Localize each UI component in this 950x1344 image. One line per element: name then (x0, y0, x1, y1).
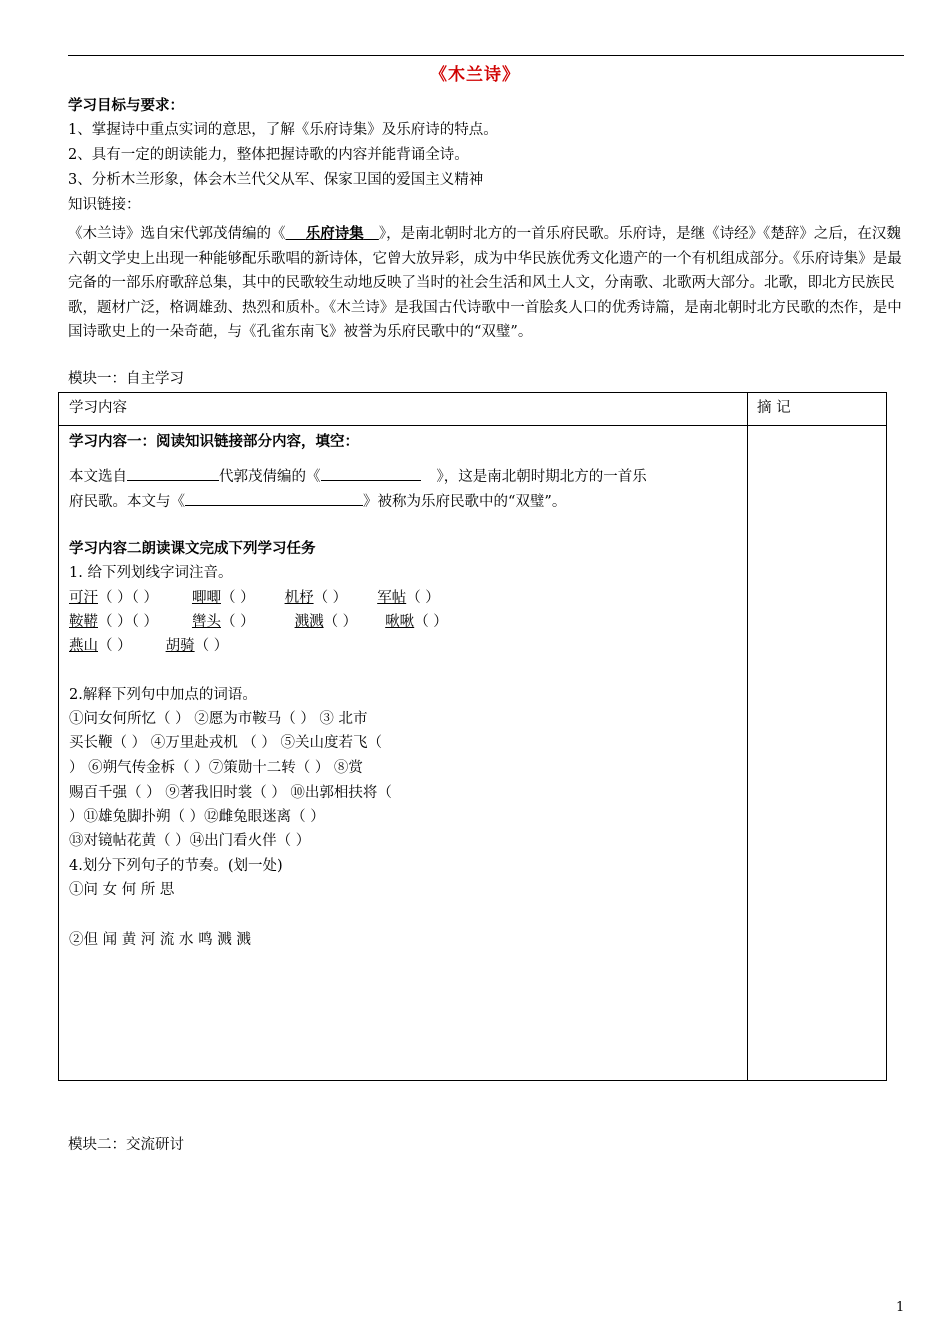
goal-item: 3、分析木兰形象，体会木兰代父从军、保家卫国的爱国主义精神 (68, 172, 484, 188)
col-header-notes: 摘 记 (757, 400, 791, 416)
pinyin-blank[interactable]: （ ） (194, 638, 229, 654)
col-header-content: 学习内容 (69, 400, 127, 416)
underlined-word: 鞍鞯 (69, 614, 98, 630)
pinyin-row-3 (69, 634, 228, 658)
pinyin-blank[interactable]: （ ） (98, 638, 132, 654)
task1-line1-c: 》，这是南北朝时期北方的一首乐 (436, 469, 647, 485)
link-blank-text: 乐府诗集 (305, 225, 364, 242)
pinyin-blank[interactable]: （ ） (406, 590, 440, 606)
task1-line1-b: 代郭茂倩编的《 (219, 469, 321, 485)
header-rule (68, 55, 904, 56)
underlined-word: 军帖 (377, 590, 407, 606)
link-text-before: 《木兰诗》选自宋代郭茂倩编的《 (68, 226, 286, 242)
link-text-after: 》，是南北朝时北方的一首乐府民歌。乐府诗，是继《诗经》《楚辞》之后，在汉魏六朝文学史上出现一种能够配乐歌唱的新诗体，它曾大放异彩，成为中华民族优秀文化遗产的一个有机组成部分。《乐府诗集》是最完备的一部乐府歌辞总集，其中的民歌较生动地反映了当时的社会生活和风土人文，分南歌、北歌两大部分。北歌，即北方民族民歌，题材广泛，格调雄劲、热烈和质朴。《木兰诗》是我国古代诗歌中一首脍炙人口的优秀诗篇，是南北朝时北方民歌的杰作，是中国诗歌史上的一朵奇葩，与《孔雀东南飞》被誉为乐府民歌中的“双璧”。 (68, 226, 902, 340)
fill-blank[interactable] (185, 489, 363, 506)
knowledge-link-paragraph (68, 222, 906, 345)
page-title: 《木兰诗》 (430, 65, 520, 85)
q2-line: 买长鞭（ ） ④万里赴戎机 （ ） ⑤关山度若飞（ (69, 735, 383, 751)
task1-line1 (69, 464, 647, 489)
pinyin-row-1 (69, 586, 440, 610)
rhythm-sentence-1: ①问 女 何 所 思 (69, 882, 175, 898)
fill-blank[interactable] (321, 464, 421, 481)
question-1: 1. 给下列划线字词注音。 (69, 565, 233, 581)
pinyin-blank[interactable]: （ ） (414, 614, 448, 630)
module1-heading: 模块一：自主学习 (68, 371, 184, 387)
question-2: 2.解释下列句中加点的词语。 (69, 687, 257, 703)
page-number: 1 (896, 1300, 905, 1315)
task1-line2-b: 》被称为乐府民歌中的“双璧”。 (363, 494, 567, 510)
module2-heading: 模块二：交流研讨 (68, 1137, 184, 1153)
pinyin-blank[interactable]: （ ）（ ） (98, 614, 158, 630)
goal-item: 2、具有一定的朗读能力，整体把握诗歌的内容并能背诵全诗。 (68, 147, 469, 163)
task1-line1-a: 本文选自 (69, 469, 127, 485)
pinyin-blank[interactable]: （ ） (220, 614, 255, 630)
pinyin-blank[interactable]: （ ） (220, 590, 255, 606)
goals-heading: 学习目标与要求： (68, 97, 184, 114)
q2-line: ） ⑥朔气传金柝（ ）⑦策勋十二转（ ） ⑧赏 (69, 760, 363, 776)
pinyin-row-2 (69, 610, 448, 634)
link-blank-answer (286, 225, 379, 242)
rhythm-sentence-2: ②但 闻 黄 河 流 水 鸣 溅 溅 (69, 932, 251, 948)
link-heading: 知识链接： (68, 197, 141, 213)
fill-blank[interactable] (127, 464, 219, 481)
task2-heading: 学习内容二朗读课文完成下列学习任务 (69, 540, 316, 557)
pinyin-blank[interactable]: （ ）（ ） (98, 590, 158, 606)
underlined-word: 啾啾 (385, 614, 415, 630)
q2-line: ）⑪雄兔脚扑朔（ ）⑫雌兔眼迷离（ ） (69, 809, 325, 825)
underlined-word: 可汗 (69, 590, 98, 606)
pinyin-blank[interactable]: （ ） (323, 614, 358, 630)
underlined-word: 溅溅 (294, 614, 324, 630)
table-divider-vertical (747, 393, 748, 1080)
study-table (58, 392, 887, 1081)
task1-line2-a: 府民歌。本文与《 (69, 494, 185, 510)
pinyin-blank[interactable]: （ ） (313, 590, 348, 606)
table-divider-horizontal (59, 425, 886, 426)
q2-line: 赐百千强（ ） ⑨著我旧时裳（ ） ⑩出郭相扶将（ (69, 785, 392, 801)
underlined-word: 辔头 (191, 614, 221, 630)
question-4: 4.划分下列句子的节奏。(划一处) (69, 858, 283, 874)
q2-line: ①问女何所忆（ ） ②愿为市鞍马（ ） ③ 北市 (69, 711, 368, 727)
goal-item: 1、掌握诗中重点实词的意思，了解《乐府诗集》及乐府诗的特点。 (68, 122, 498, 138)
underlined-word: 胡骑 (165, 638, 195, 654)
task1-line2 (69, 489, 566, 514)
underlined-word: 唧唧 (191, 590, 221, 606)
underlined-word: 燕山 (69, 638, 98, 654)
q2-line: ⑬对镜帖花黄（ ）⑭出门看火伴（ ） (69, 833, 311, 849)
task1-heading: 学习内容一：阅读知识链接部分内容，填空： (69, 433, 359, 450)
underlined-word: 机杼 (284, 590, 314, 606)
